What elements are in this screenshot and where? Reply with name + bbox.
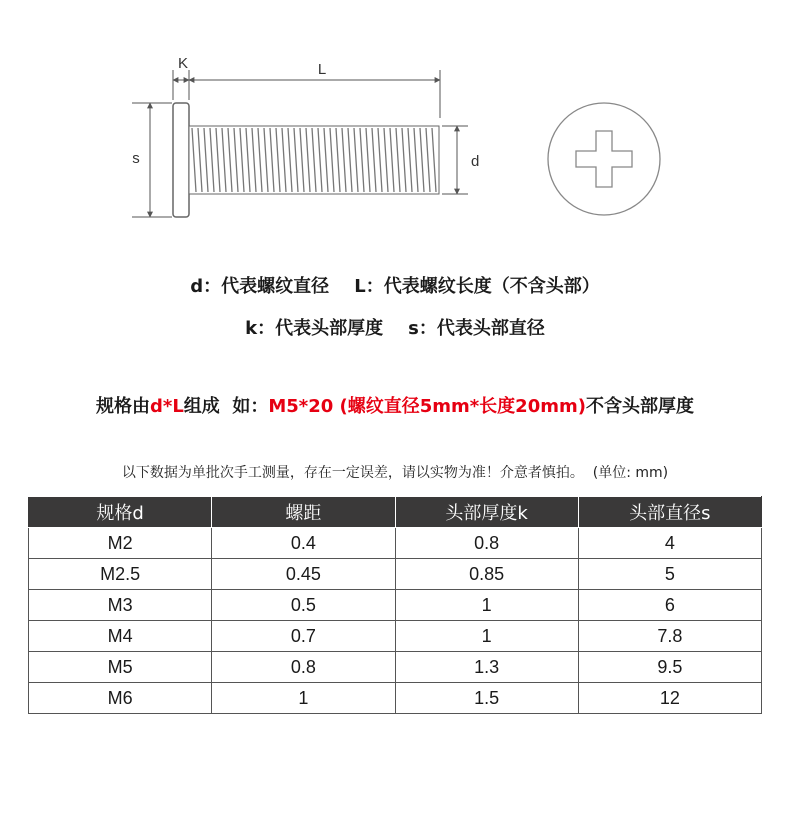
cell-head-diameter: 7.8 xyxy=(578,621,761,652)
col-header-size: 规格d xyxy=(29,497,212,528)
cell-head-diameter: 5 xyxy=(578,559,761,590)
legend-line-1 xyxy=(0,272,790,298)
cell-pitch: 1 xyxy=(212,683,395,714)
cell-pitch: 0.7 xyxy=(212,621,395,652)
table-row xyxy=(29,528,762,559)
measurement-note: 以下数据为单批次手工测量，存在一定误差，请以实物为准！介意者慎拍。 (单位: mm) xyxy=(121,465,669,481)
s-label: s xyxy=(132,150,140,167)
cell-pitch: 0.5 xyxy=(212,590,395,621)
table-row xyxy=(29,621,762,652)
legend-l: L：代表螺纹长度（不含头部） xyxy=(354,276,600,297)
cell-pitch: 0.8 xyxy=(212,652,395,683)
d-label: d xyxy=(471,153,480,170)
table-row xyxy=(29,559,762,590)
table-row xyxy=(29,590,762,621)
spec-rule-part1: 规格由 xyxy=(96,396,151,417)
screw-head xyxy=(173,103,189,217)
cell-head-thickness: 0.85 xyxy=(395,559,578,590)
spec-table xyxy=(28,496,762,714)
cell-head-diameter: 12 xyxy=(578,683,761,714)
l-label: L xyxy=(317,61,327,78)
cell-size: M2.5 xyxy=(29,559,212,590)
screw-diagram xyxy=(0,0,790,250)
legend-d: d：代表螺纹直径 xyxy=(190,276,330,297)
spec-rule-part3: 组成 如： xyxy=(183,396,269,417)
cell-head-thickness: 1.5 xyxy=(395,683,578,714)
cell-pitch: 0.4 xyxy=(212,528,395,559)
cell-size: M4 xyxy=(29,621,212,652)
cell-head-thickness: 1.3 xyxy=(395,652,578,683)
cell-size: M2 xyxy=(29,528,212,559)
col-header-head-thickness: 头部厚度k xyxy=(395,497,578,528)
spec-rule-part4: M5*20 (螺纹直径5mm*长度20mm) xyxy=(268,396,586,417)
legend-line-2 xyxy=(0,314,790,340)
col-header-pitch: 螺距 xyxy=(212,497,395,528)
spec-rule-part5: 不含头部厚度 xyxy=(585,396,694,417)
cell-size: M6 xyxy=(29,683,212,714)
cell-head-diameter: 9.5 xyxy=(578,652,761,683)
spec-rule xyxy=(0,392,790,418)
cell-pitch: 0.45 xyxy=(212,559,395,590)
cell-head-thickness: 0.8 xyxy=(395,528,578,559)
k-label: K xyxy=(177,55,189,72)
cell-size: M5 xyxy=(29,652,212,683)
cell-head-diameter: 6 xyxy=(578,590,761,621)
col-header-head-diameter: 头部直径s xyxy=(578,497,761,528)
table-row xyxy=(29,683,762,714)
legend-k: k：代表头部厚度 xyxy=(245,318,384,339)
cell-head-diameter: 4 xyxy=(578,528,761,559)
table-header-row xyxy=(29,497,762,528)
cell-head-thickness: 1 xyxy=(395,621,578,652)
cell-head-thickness: 1 xyxy=(395,590,578,621)
spec-rule-part2: d*L xyxy=(150,396,184,417)
legend-s: s：代表头部直径 xyxy=(408,318,545,339)
cell-size: M3 xyxy=(29,590,212,621)
table-row xyxy=(29,652,762,683)
